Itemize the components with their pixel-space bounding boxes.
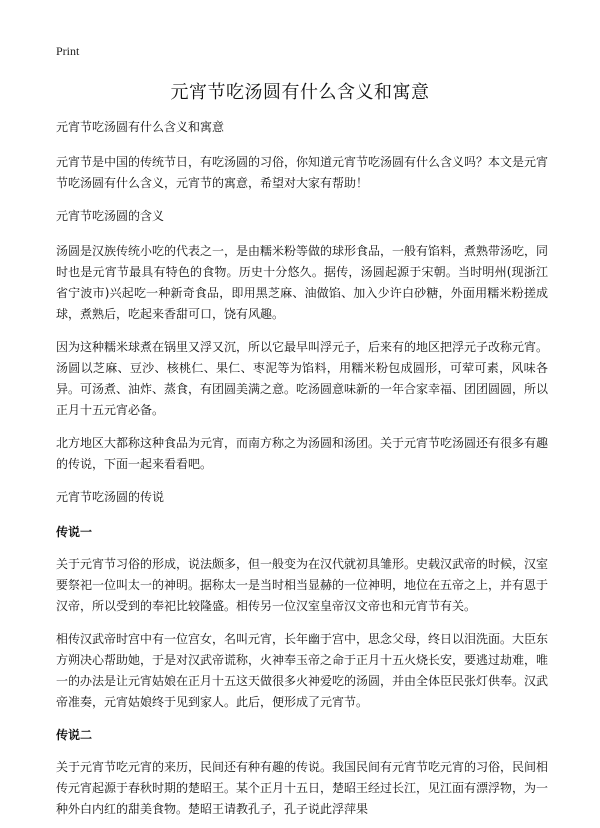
section-heading: 元宵节吃汤圆的传说 [56,490,165,504]
article-body [56,117,548,828]
paragraph: 关于元宵节习俗的形成，说法颇多，但一般变为在汉代就初具雏形。史载汉武帝的时候，汉室要祭祀一位叫太一的神明。据称太一是当时相当显赫的一位神明，地位在五帝之上，并有恩于汉帝，所以受到的奉祀比较隆盛。相传另一位汉室皇帝汉文帝也和元宵节有关。 [56,557,549,613]
paragraph: 北方地区大都称这种食品为元宵，而南方称之为汤圆和汤团。关于元宵节吃汤圆还有很多有趣的传说，下面一起来看看吧。 [56,436,549,471]
section-heading: 元宵节吃汤圆有什么含义和寓意 [56,120,225,134]
page-title: 元宵节吃汤圆有什么含义和寓意 [170,82,430,103]
paragraph: 相传汉武帝时宫中有一位宫女，名叫元宵，长年幽于宫中，思念父母，终日以泪洗面。大臣东方朔决心帮助她，于是对汉武帝谎称，火神奉玉帝之命于正月十五火烧长安，要逃过劫难，唯一的办法是让元宵姑娘在正月十五这天做很多火神爱吃的汤圆，并由全体臣民张灯供奉。汉武帝准奏，元宵姑娘终于见到家人。此后，便形成了元宵节。 [56,632,549,709]
paragraph: 关于元宵节吃元宵的来历，民间还有种有趣的传说。我国民间有元宵节吃元宵的习俗，民间相传元宵起源于春秋时期的楚昭王。某个正月十五日，楚昭王经过长江，见江面有漂浮物，为一种外白内红的甜美食物。楚昭王请教孔子，孔子说此浮萍果 [56,760,549,816]
paragraph: 汤圆是汉族传统小吃的代表之一，是由糯米粉等做的球形食品，一般有馅料，煮熟带汤吃，同时也是元宵节最具有特色的食物。历史十分悠久。据传，汤圆起源于宋朝。当时明州(现浙江省宁波市)兴起吃一种新奇食品，即用黑芝麻、油做馅、加入少许白砂糖，外面用糯米粉搓成球，煮熟后，吃起来香甜可口，饶有风趣。 [56,244,549,321]
section-heading: 元宵节吃汤圆的含义 [56,209,165,223]
print-label[interactable]: Print [56,44,80,58]
paragraph: 因为这种糯米球煮在锅里又浮又沉，所以它最早叫浮元子，后来有的地区把浮元子改称元宵。汤圆以芝麻、豆沙、核桃仁、果仁、枣泥等为馅料，用糯米粉包成圆形，可荤可素，风味各异。可汤煮、油炸、蒸食，有团圆美满之意。吃汤圆意味新的一年合家幸福、团团圆圆，所以正月十五元宵必备。 [56,340,549,417]
paragraph: 元宵节是中国的传统节日，有吃汤圆的习俗，你知道元宵节吃汤圆有什么含义吗？本文是元宵节吃汤圆有什么含义，元宵节的寓意，希望对大家有帮助！ [56,155,549,190]
legend-heading: 传说一 [56,525,93,539]
legend-heading: 传说二 [56,728,93,742]
